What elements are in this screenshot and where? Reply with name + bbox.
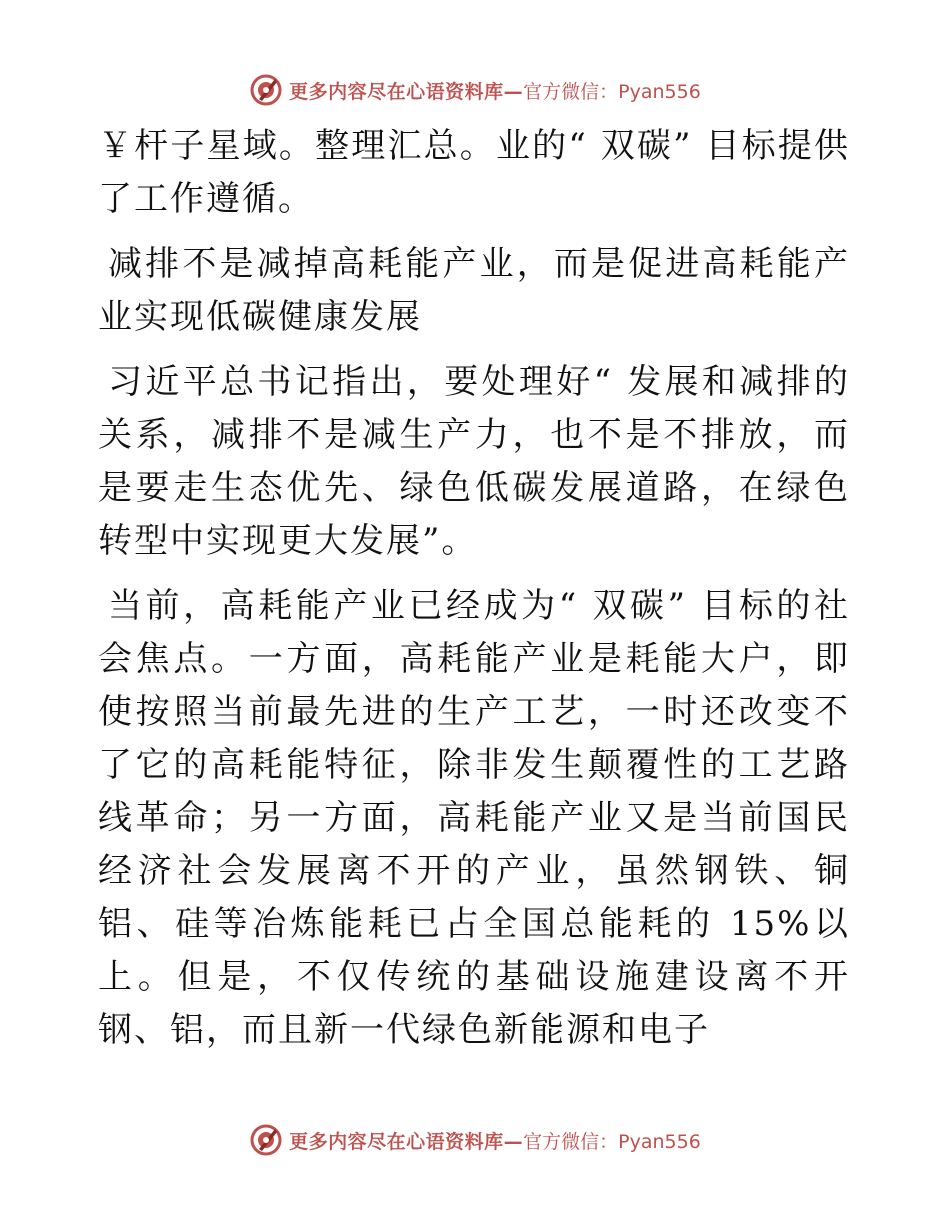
pen-logo-icon xyxy=(249,73,283,107)
header-watermark xyxy=(0,70,950,110)
footer-watermark xyxy=(0,1120,950,1160)
watermark-wechat: 官方微信：Pyan556 xyxy=(523,1130,701,1153)
watermark-text: 更多内容尽在心语资料库— xyxy=(289,1130,524,1153)
paragraph-1: ￥杆子星域。整理汇总。业的“ 双碳” 目标提供了工作遵循。 xyxy=(98,126,850,219)
paragraph-2: 减排不是减掉高耗能产业，而是促进高耗能产业实现低碳健康发展 xyxy=(98,244,850,337)
paragraph-4: 当前，高耗能产业已经成为“ 双碳” 目标的社会焦点。一方面，高耗能产业是耗能大户，即使按照当前最先进的生产工艺，一时还改变不了它的高耗能特征，除非发生颠覆性的工艺路线革命；另一方面，高耗能产业又是当前国民经济社会发展离不开的产业，虽然钢铁、铜铝、硅等冶炼能耗已占全国总能耗的 15%以上。但是，不仅传统的基础设施建设离不开钢、铝，而且新一代绿色新能源和电子 xyxy=(98,586,850,1050)
watermark-wechat: 官方微信：Pyan556 xyxy=(523,80,701,103)
watermark-text: 更多内容尽在心语资料库— xyxy=(289,80,524,103)
document-body xyxy=(98,120,850,1069)
pen-logo-icon xyxy=(249,1123,283,1157)
paragraph-3: 习近平总书记指出，要处理好“ 发展和减排的关系，减排不是减生产力，也不是不排放，而是要走生态优先、绿色低碳发展道路，在绿色转型中实现更大发展”。 xyxy=(98,362,850,561)
